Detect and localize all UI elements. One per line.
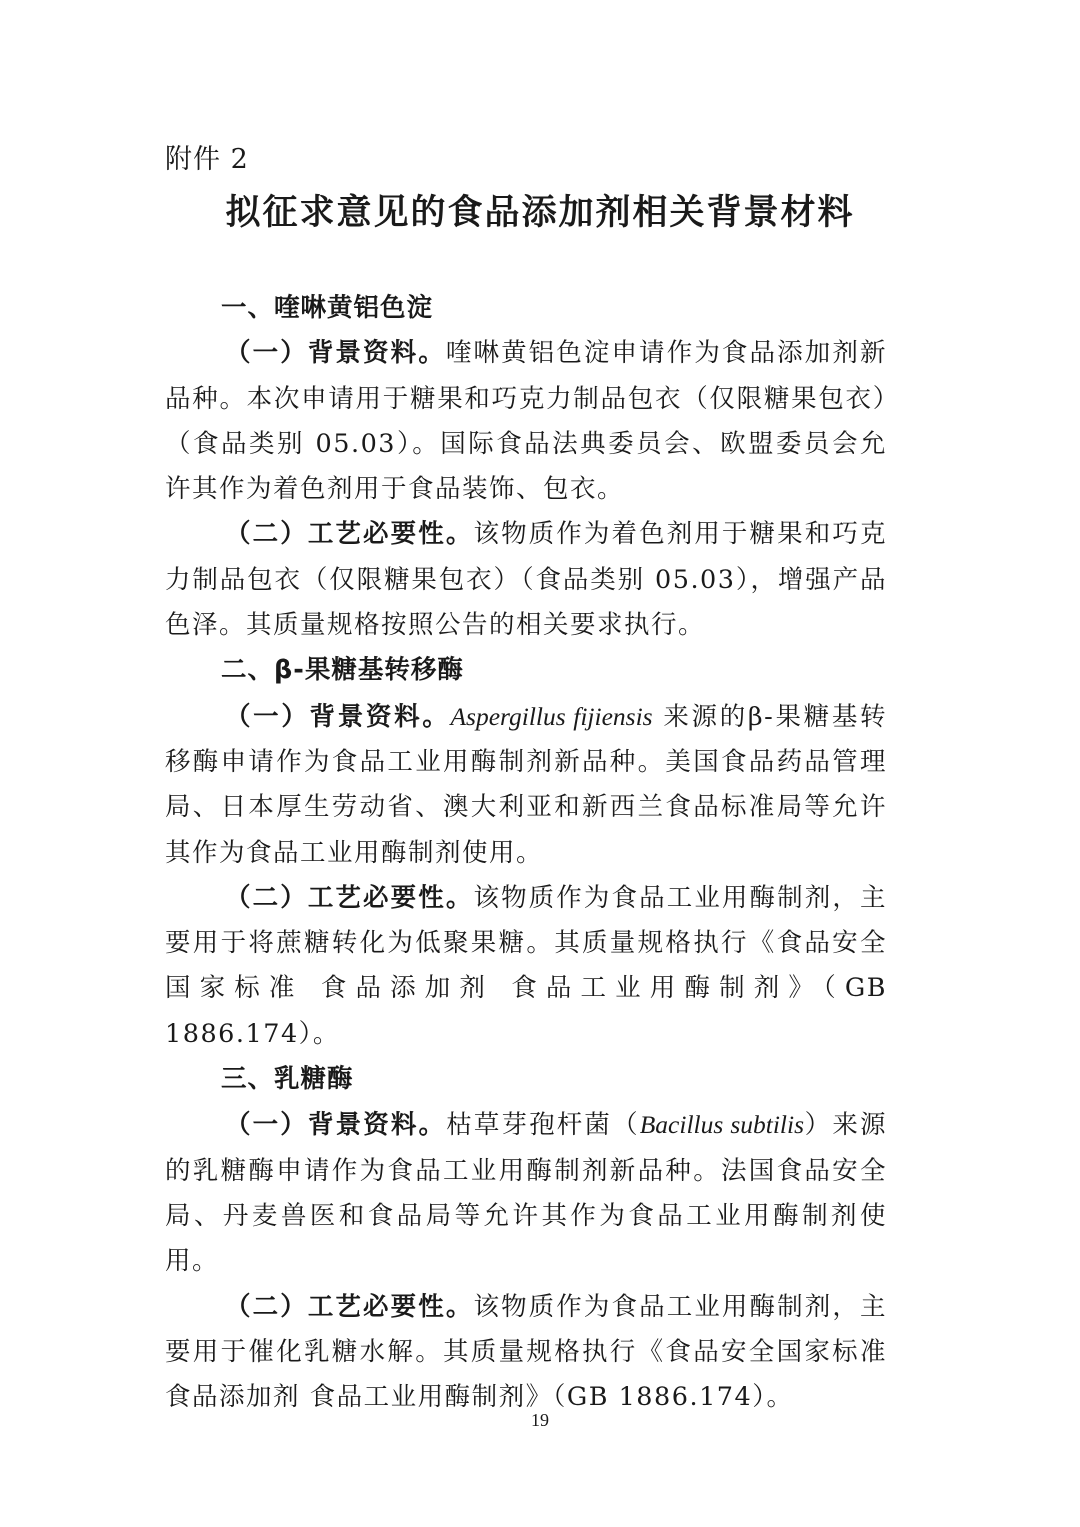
necessity-paragraph xyxy=(165,512,887,648)
paragraph-text: 喹啉黄铝色淀申请作为食品添加剂新品种。本次申请用于糖果和巧克力制品包衣（仅限糖果包衣）（食品类别 05.03）。国际食品法典委员会、欧盟委员会允许其作为着色剂用于食品装饰、包衣。 xyxy=(165,338,887,505)
section-heading: 三、乳糖酶 xyxy=(221,1064,354,1095)
paragraph-lead: （二）工艺必要性。 xyxy=(225,882,474,913)
page-number: 19 xyxy=(531,1410,549,1430)
paragraph-text: ）来源的乳糖酶申请作为食品工业用酶制剂新品种。法国食品安全局、丹麦兽医和食品局等允许其作为食品工业用酶制剂使用。 xyxy=(165,1110,887,1277)
document-body xyxy=(165,286,887,1420)
section-heading: 一、喹啉黄铝色淀 xyxy=(221,293,434,323)
necessity-paragraph xyxy=(165,876,887,1057)
paragraph-text: 枯草芽孢杆菌（ xyxy=(446,1110,640,1141)
attachment-label: 附件 2 xyxy=(165,144,249,175)
latin-species-name: Aspergillus fijiensis xyxy=(450,701,653,731)
paragraph-text: 来源的β-果糖基转移酶申请作为食品工业用酶制剂新品种。美国食品药品管理局、日本厚生劳动省、澳大利亚和新西兰食品标准局等允许其作为食品工业用酶制剂使用。 xyxy=(165,701,888,868)
paragraph-lead: （一）背景资料。 xyxy=(225,1110,447,1141)
paragraph-text: 该物质作为食品工业用酶制剂，主要用于催化乳糖水解。其质量规格执行《食品安全国家标准 食品添加剂 食品工业用酶制剂》（GB 1886.174）。 xyxy=(165,1291,887,1413)
section-heading: 二、β-果糖基转移酶 xyxy=(221,655,464,686)
paragraph-text: 该物质作为食品工业用酶制剂，主要用于将蔗糖转化为低聚果糖。其质量规格执行《食品安全国家标准 食品添加剂 食品工业用酶制剂》（GB 1886.174）。 xyxy=(165,882,887,1049)
paragraph-lead: （一）背景资料。 xyxy=(225,701,451,732)
necessity-paragraph xyxy=(165,1285,887,1421)
background-paragraph xyxy=(165,694,887,876)
paragraph-text: 该物质作为着色剂用于糖果和巧克力制品包衣（仅限糖果包衣）（食品类别 05.03），增强产品色泽。其质量规格按照公告的相关要求执行。 xyxy=(165,519,887,641)
document-title: 拟征求意见的食品添加剂相关背景材料 xyxy=(225,193,855,233)
paragraph-lead: （一）背景资料。 xyxy=(225,338,446,369)
background-paragraph xyxy=(165,331,887,512)
paragraph-lead: （二）工艺必要性。 xyxy=(225,519,474,550)
background-paragraph xyxy=(165,1102,887,1284)
paragraph-lead: （二）工艺必要性。 xyxy=(225,1291,474,1322)
latin-species-name: Bacillus subtilis xyxy=(639,1110,805,1140)
